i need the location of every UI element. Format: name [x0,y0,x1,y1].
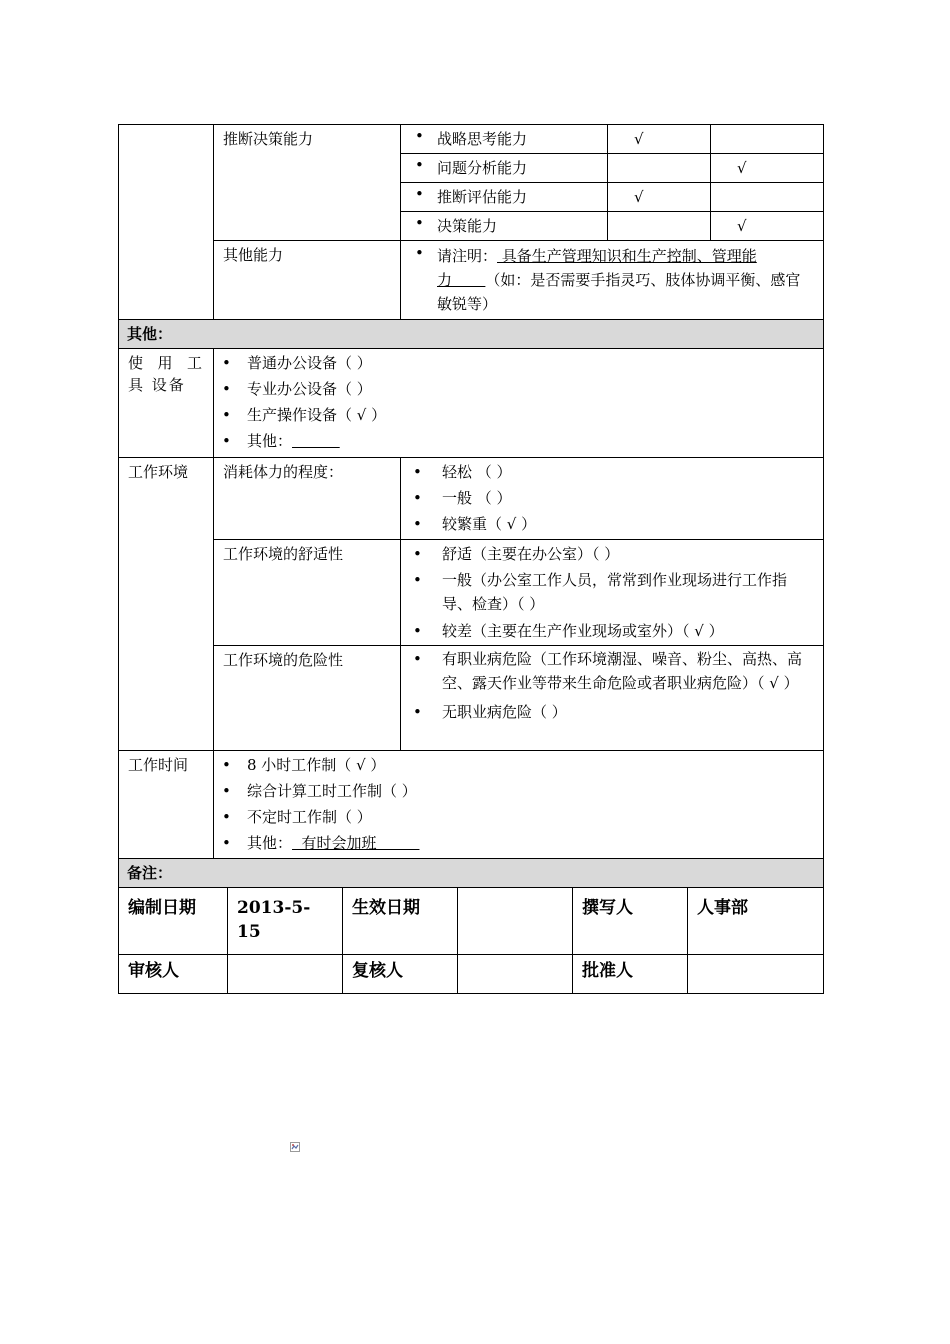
tools-item: • 生产操作设备（ √ ） [210,402,814,428]
other-ability-prefix: 请注明： [437,247,498,265]
tools-other-blank [292,432,340,450]
comfort-item: • 舒适（主要在办公室）（ ） [401,541,814,567]
decision-item: • 问题分析能力 [401,154,608,183]
rechecker-label: 复核人 [343,955,458,994]
tools-label: 使 用 工 具 设备 [119,349,214,458]
other-ability-category: 其他能力 [214,241,401,320]
other-section-row [119,320,824,349]
comfort-item: • 较差（主要在生产作业现场或室外）（ √ ） [401,618,814,644]
physical-item: • 一般 （ ） [401,485,814,511]
signoff-table [118,888,824,994]
work-time-other-value: 有时会加班 [292,834,420,852]
physical-label: 消耗体力的程度： [214,458,401,540]
decision-category: 推断决策能力 [214,125,401,241]
work-time-label: 工作时间 [119,751,214,859]
job-description-page [118,124,823,994]
decision-item: • 决策能力 [401,212,608,241]
decision-item: • 推断评估能力 [401,183,608,212]
compile-date-value: 2013-5-15 [228,888,343,955]
approver-label: 批准人 [573,955,688,994]
danger-list [401,647,814,725]
approver-value [688,955,824,994]
effective-date-label: 生效日期 [343,888,458,955]
check-mark [608,212,711,241]
work-time-list-cell [214,751,824,859]
work-time-item: • 综合计算工时工作制（ ） [210,778,814,804]
work-time-item: • 不定时工作制（ ） [210,804,814,830]
work-time-row [119,751,824,859]
physical-list [401,459,814,537]
danger-item: • 有职业病危险（工作环境潮湿、噪音、粉尘、高热、高空、露天作业等带来生命危险或者职业病危险）（ √ ） [401,647,814,695]
other-ability-row [119,241,824,320]
effective-date-value [458,888,573,955]
work-time-other-prefix: 其他： [247,834,293,852]
environment-label: 工作环境 [119,458,214,751]
compile-date-label: 编制日期 [119,888,228,955]
comfort-item: • 一般（办公室工作人员，常常到作业现场进行工作指导、检查）（ ） [401,568,814,616]
decision-row [119,125,824,154]
decision-item: • 战略思考能力 [401,125,608,154]
other-ability-value-line1: 具备生产管理知识和生产控制、管理能 [497,247,757,265]
comfort-list-cell [401,540,824,646]
env-physical-row [119,458,824,540]
broken-image-icon [290,1142,300,1152]
writer-value: 人事部 [688,888,824,955]
physical-list-cell [401,458,824,540]
other-ability-hint: （如：是否需要手指灵巧、肢体协调平衡、感官敏锐等） [437,271,801,313]
remarks-header: 备注： [119,859,824,888]
env-comfort-row [119,540,824,646]
remarks-row [119,859,824,888]
other-ability-value-line2: 力 [437,271,486,289]
work-time-list [210,752,814,856]
physical-item: • 轻松 （ ） [401,459,814,485]
check-mark [608,154,711,183]
env-danger-row [119,646,824,751]
tools-other-prefix: 其他： [247,432,293,450]
check-mark [711,183,824,212]
reviewer-label: 审核人 [119,955,228,994]
check-mark: √ [711,212,824,241]
danger-label: 工作环境的危险性 [214,646,401,751]
comfort-label: 工作环境的舒适性 [214,540,401,646]
tools-row [119,349,824,458]
tools-item: • 普通办公设备（ ） [210,350,814,376]
signoff-row-1 [119,888,824,955]
check-mark: √ [608,183,711,212]
blank-category-cell [119,125,214,320]
other-ability-detail [401,241,824,320]
danger-list-cell [401,646,824,751]
writer-label: 撰写人 [573,888,688,955]
check-mark: √ [711,154,824,183]
physical-item: • 较繁重（ √ ） [401,511,814,537]
check-mark: √ [608,125,711,154]
tools-item: • 专业办公设备（ ） [210,376,814,402]
reviewer-value [228,955,343,994]
signoff-row-2 [119,955,824,994]
work-time-item-other [210,830,814,856]
tools-item-other [210,428,814,454]
check-mark [711,125,824,154]
comfort-list [401,541,814,644]
danger-item: • 无职业病危险（ ） [401,699,814,725]
rechecker-value [458,955,573,994]
work-time-item: • 8 小时工作制（ √ ） [210,752,814,778]
tools-list-cell [214,349,824,458]
requirements-table [118,124,824,888]
tools-list [210,350,814,454]
other-section-header: 其他： [119,320,824,349]
